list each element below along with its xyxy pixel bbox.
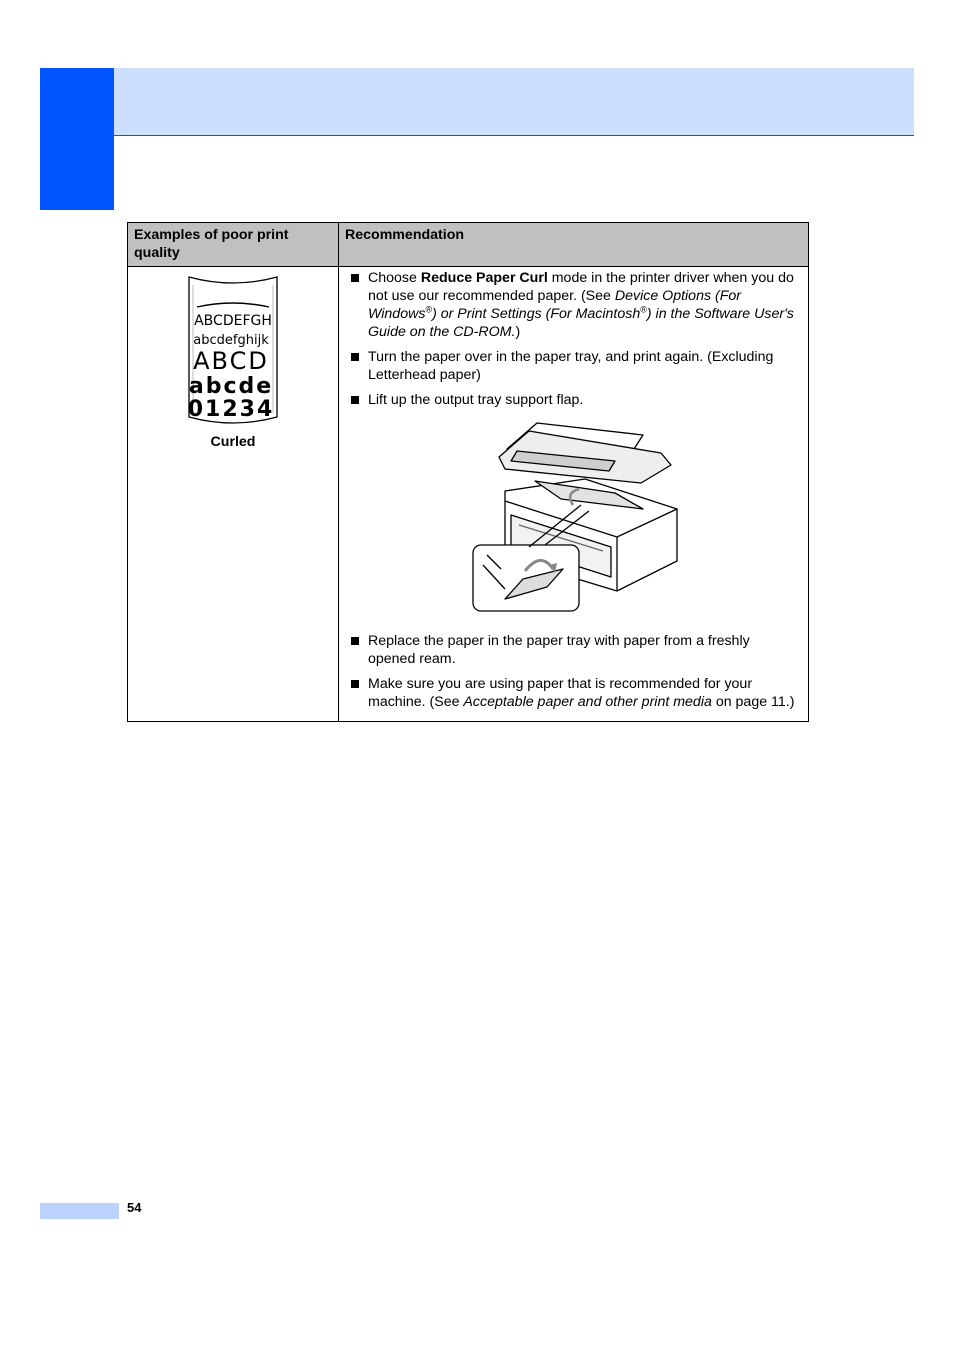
printer-flap-illustration: [465, 419, 685, 613]
print-quality-table: [127, 222, 809, 722]
rec-text: on page 11.): [711, 694, 795, 710]
printer-illustration: [349, 419, 800, 618]
table-row: [128, 267, 809, 722]
page-number: 54: [127, 1200, 142, 1215]
header-band: [114, 68, 914, 136]
sample-line: abcdefghijk: [193, 333, 269, 348]
rec-italic: ) or Print Settings (For Macintosh: [432, 306, 641, 322]
registered-mark: ®: [425, 304, 433, 315]
rec-bold: Reduce Paper Curl: [420, 270, 548, 286]
recommendation-cell: [339, 267, 809, 722]
list-item: Replace the paper in the paper tray with paper from a freshly opened ream.: [349, 632, 800, 668]
recommendation-list: [349, 632, 800, 711]
curled-paper-sample: [185, 275, 281, 427]
sample-line: abcde: [188, 374, 274, 399]
rec-italic: Device Options (For Windows: [368, 288, 742, 322]
sample-line: ABCD: [193, 347, 269, 375]
sample-line: 01234: [187, 397, 275, 422]
list-item: [349, 675, 800, 711]
rec-italic: Acceptable paper and other print media: [463, 694, 712, 710]
example-cell: [128, 267, 339, 722]
footer-bar: [40, 1203, 119, 1219]
list-item: Lift up the output tray support flap.: [349, 391, 800, 409]
chapter-tab: [40, 68, 114, 210]
list-item: Turn the paper over in the paper tray, and print again. (Excluding Letterhead paper): [349, 348, 800, 384]
registered-mark: ®: [640, 304, 647, 315]
header-examples: Examples of poor print quality: [128, 223, 339, 267]
example-label: Curled: [210, 434, 256, 450]
recommendation-list: [349, 269, 800, 409]
rec-text: mode in the printer driver when you do not use our recommended paper. (See: [368, 270, 794, 304]
table-header-row: [128, 223, 809, 267]
rec-text: ): [515, 324, 521, 340]
sample-line: ABCDEFGH: [194, 313, 272, 329]
list-item: [349, 269, 800, 341]
rec-text: Make sure you are using paper that is recommended for your machine. (See: [368, 676, 753, 710]
header-recommendation: Recommendation: [339, 223, 809, 267]
rec-text: Choose: [368, 270, 421, 286]
rec-italic: ) in the Software User's Guide on the CD-ROM.: [368, 306, 794, 340]
